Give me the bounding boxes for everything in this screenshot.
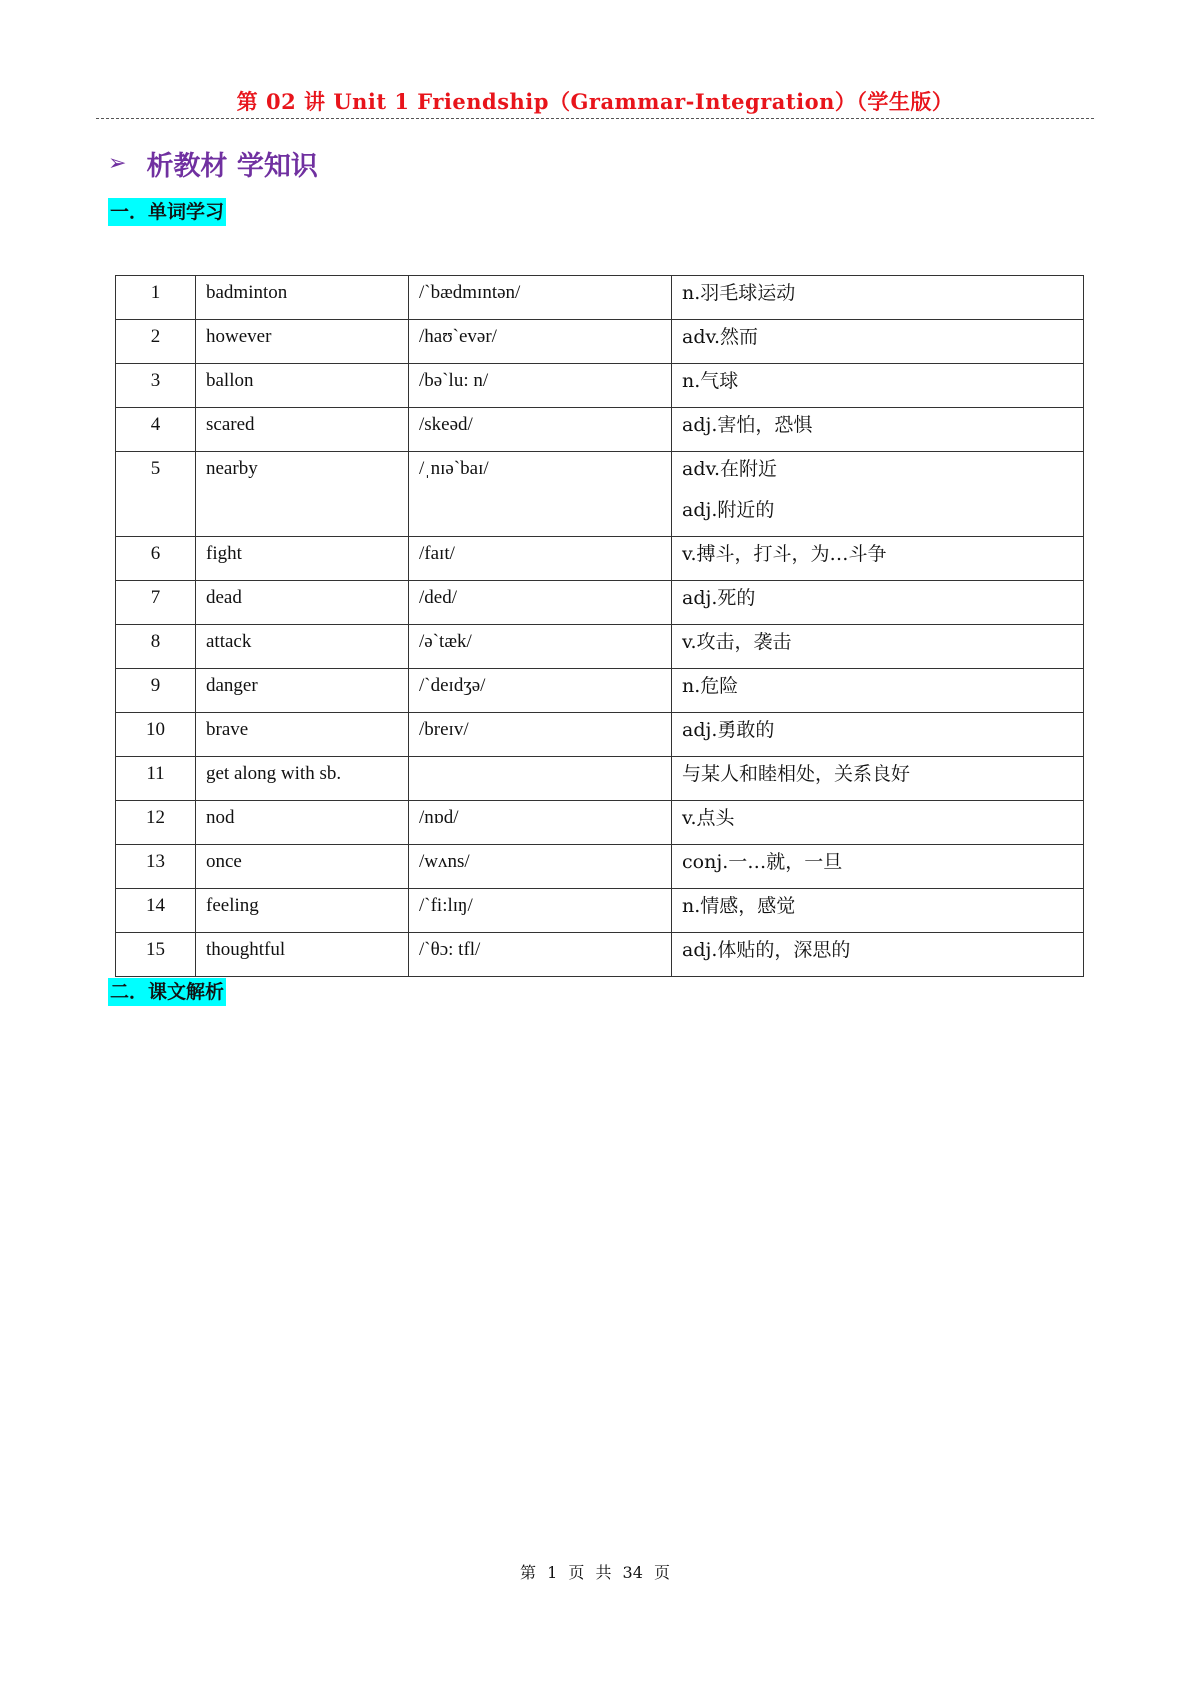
vocab-word: however: [196, 320, 409, 364]
vocab-meaning-line: adj.附近的: [682, 499, 775, 521]
vocab-number: 3: [116, 364, 196, 408]
vocab-word: feeling: [196, 889, 409, 933]
table-row: [116, 713, 1084, 757]
vocab-phonetic: /ˌnɪəˋbaɪ/: [409, 452, 672, 537]
vocab-number: 10: [116, 713, 196, 757]
vocab-meaning-line: adv.然而: [682, 326, 759, 348]
vocab-meaning: [672, 801, 1084, 845]
table-row: [116, 408, 1084, 452]
vocab-meaning: [672, 537, 1084, 581]
vocab-phonetic: /nɒd/: [409, 801, 672, 845]
table-row: [116, 320, 1084, 364]
table-row: [116, 757, 1084, 801]
text-analysis-subheading: 二．课文解析: [108, 978, 226, 1006]
vocab-meaning: [672, 713, 1084, 757]
vocab-meaning: [672, 889, 1084, 933]
vocab-number: 2: [116, 320, 196, 364]
vocab-word: danger: [196, 669, 409, 713]
vocab-number: 7: [116, 581, 196, 625]
table-row: [116, 801, 1084, 845]
vocab-meaning-line: adj.害怕，恐惧: [682, 414, 813, 436]
vocab-word: dead: [196, 581, 409, 625]
vocab-number: 11: [116, 757, 196, 801]
vocab-meaning-line: 与某人和睦相处，关系良好: [682, 763, 911, 785]
vocab-meaning-line: n.危险: [682, 675, 739, 697]
vocab-phonetic: /skeəd/: [409, 408, 672, 452]
table-row: [116, 669, 1084, 713]
vocab-meaning-line: adv.在附近: [682, 458, 778, 480]
vocab-meaning-line: v.点头: [682, 807, 735, 829]
page-number: 第 1 页 共 34 页: [520, 1563, 670, 1582]
vocab-subheading: 一．单词学习: [108, 198, 226, 226]
vocab-meaning-line: n.羽毛球运动: [682, 282, 796, 304]
vocab-word: badminton: [196, 276, 409, 320]
vocab-meaning: [672, 625, 1084, 669]
vocab-meaning: [672, 452, 1084, 537]
vocab-meaning: [672, 276, 1084, 320]
vocab-number: 9: [116, 669, 196, 713]
vocab-number: 12: [116, 801, 196, 845]
vocab-phonetic: /ˋdeɪdʒə/: [409, 669, 672, 713]
vocab-phonetic: /breɪv/: [409, 713, 672, 757]
vocab-phonetic: /ded/: [409, 581, 672, 625]
vocab-phonetic: [409, 757, 672, 801]
vocab-number: 15: [116, 933, 196, 977]
vocab-phonetic: /əˋtæk/: [409, 625, 672, 669]
vocab-phonetic: /ˋθɔ: tfl/: [409, 933, 672, 977]
vocab-meaning-line: adj.体贴的，深思的: [682, 939, 851, 961]
table-row: [116, 364, 1084, 408]
document-title: 第 02 讲 Unit 1 Friendship（Grammar-Integration）（学生版）: [236, 89, 954, 114]
vocab-phonetic: /ˋbædmɪntən/: [409, 276, 672, 320]
vocab-number: 4: [116, 408, 196, 452]
vocab-word: attack: [196, 625, 409, 669]
vocab-meaning: [672, 320, 1084, 364]
table-row: [116, 276, 1084, 320]
table-row: [116, 845, 1084, 889]
vocab-meaning-line: adj.勇敢的: [682, 719, 775, 741]
vocabulary-table: [115, 275, 1084, 977]
vocab-number: 14: [116, 889, 196, 933]
vocab-meaning: [672, 669, 1084, 713]
vocab-meaning: [672, 408, 1084, 452]
vocab-word: scared: [196, 408, 409, 452]
header-divider: [96, 118, 1094, 119]
table-row: [116, 625, 1084, 669]
vocab-word: once: [196, 845, 409, 889]
vocab-word: nearby: [196, 452, 409, 537]
table-row: [116, 581, 1084, 625]
vocab-meaning: [672, 581, 1084, 625]
vocab-meaning-line: conj.一…就，一旦: [682, 851, 843, 873]
section-heading: [108, 144, 318, 183]
vocab-word: brave: [196, 713, 409, 757]
table-row: [116, 933, 1084, 977]
vocab-number: 5: [116, 452, 196, 537]
vocab-meaning-line: n.气球: [682, 370, 739, 392]
table-row: [116, 452, 1084, 537]
vocab-word: get along with sb.: [196, 757, 409, 801]
vocab-word: thoughtful: [196, 933, 409, 977]
vocab-meaning: [672, 757, 1084, 801]
vocab-number: 8: [116, 625, 196, 669]
vocab-number: 13: [116, 845, 196, 889]
arrow-bullet-icon: ➢: [108, 151, 127, 176]
vocab-phonetic: /haʊˋevər/: [409, 320, 672, 364]
vocab-meaning: [672, 933, 1084, 977]
table-row: [116, 537, 1084, 581]
table-row: [116, 889, 1084, 933]
vocab-meaning: [672, 845, 1084, 889]
vocab-meaning-line: adj.死的: [682, 587, 756, 609]
vocab-word: ballon: [196, 364, 409, 408]
vocab-phonetic: /wʌns/: [409, 845, 672, 889]
vocab-number: 6: [116, 537, 196, 581]
vocab-meaning-line: v.攻击，袭击: [682, 631, 792, 653]
vocab-phonetic: /bəˋlu: n/: [409, 364, 672, 408]
vocab-phonetic: /faɪt/: [409, 537, 672, 581]
vocab-meaning-line: v.搏斗，打斗，为…斗争: [682, 543, 887, 565]
vocab-word: fight: [196, 537, 409, 581]
vocab-word: nod: [196, 801, 409, 845]
vocab-meaning-line: n.情感，感觉: [682, 895, 796, 917]
vocab-number: 1: [116, 276, 196, 320]
vocab-phonetic: /ˋfi:lɪŋ/: [409, 889, 672, 933]
section-title: 析教材 学知识: [146, 151, 318, 182]
vocab-meaning: [672, 364, 1084, 408]
